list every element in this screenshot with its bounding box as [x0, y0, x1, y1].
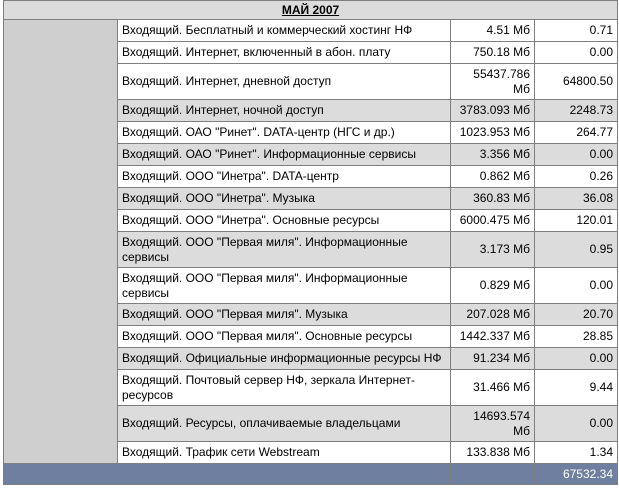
- traffic-volume: 55437.786 Мб: [451, 64, 535, 100]
- header-row: [4, 1, 618, 20]
- service-name: Входящий. Официальные информационные ресурсы НФ: [118, 348, 451, 370]
- service-name: Входящий. Трафик сети Webstream: [118, 442, 451, 464]
- service-name: Входящий. ОАО "Ринет". DATA-центр (НГС и др.): [118, 122, 451, 144]
- service-name: Входящий. Бесплатный и коммерческий хостинг НФ: [118, 20, 451, 42]
- cost-value: 2248.73: [535, 100, 618, 122]
- service-name: Входящий. ОАО "Ринет". Информационные сервисы: [118, 144, 451, 166]
- cost-value: 9.44: [535, 370, 618, 406]
- traffic-volume: 207.028 Мб: [451, 304, 535, 326]
- cost-value: 36.08: [535, 188, 618, 210]
- total-row: [4, 464, 618, 485]
- traffic-volume: 6000.475 Мб: [451, 210, 535, 232]
- cost-value: 0.71: [535, 20, 618, 42]
- month-title[interactable]: МАЙ 2007: [281, 2, 340, 17]
- cost-value: 64800.50: [535, 64, 618, 100]
- service-name: Входящий. Ресурсы, оплачиваемые владельцами: [118, 406, 451, 442]
- footer-empty-cell: [451, 464, 535, 485]
- traffic-volume: 91.234 Мб: [451, 348, 535, 370]
- cost-value: 0.00: [535, 42, 618, 64]
- service-name: Входящий. Интернет, дневной доступ: [118, 64, 451, 100]
- traffic-volume: 1023.953 Мб: [451, 122, 535, 144]
- traffic-volume: 0.862 Мб: [451, 166, 535, 188]
- cost-value: 0.00: [535, 144, 618, 166]
- cost-value: 0.00: [535, 268, 618, 304]
- cost-value: 28.85: [535, 326, 618, 348]
- traffic-volume: 3.173 Мб: [451, 232, 535, 268]
- service-name: Входящий. Интернет, включенный в абон. плату: [118, 42, 451, 64]
- traffic-volume: 14693.574 Мб: [451, 406, 535, 442]
- traffic-volume: 360.83 Мб: [451, 188, 535, 210]
- month-header: [4, 1, 618, 20]
- table-row: [4, 20, 618, 42]
- traffic-volume: 3.356 Мб: [451, 144, 535, 166]
- cost-value: 0.00: [535, 406, 618, 442]
- service-name: Входящий. ООО "Первая миля". Основные ресурсы: [118, 326, 451, 348]
- traffic-volume: 31.466 Мб: [451, 370, 535, 406]
- traffic-volume: 0.829 Мб: [451, 268, 535, 304]
- traffic-table: [3, 0, 618, 485]
- traffic-volume: 4.51 Мб: [451, 20, 535, 42]
- traffic-volume: 1442.337 Мб: [451, 326, 535, 348]
- service-name: Входящий. ООО "Первая миля". Информационные сервисы: [118, 268, 451, 304]
- cost-value: 120.01: [535, 210, 618, 232]
- cost-value: 1.34: [535, 442, 618, 464]
- footer-empty-cell: [118, 464, 451, 485]
- cost-value: 20.70: [535, 304, 618, 326]
- traffic-volume: 750.18 Мб: [451, 42, 535, 64]
- redacted-label-cell: [4, 20, 118, 464]
- traffic-volume: 133.838 Мб: [451, 442, 535, 464]
- service-name: Входящий. ООО "Инетра". DATA-центр: [118, 166, 451, 188]
- service-name: Входящий. ООО "Первая миля". Информационные сервисы: [118, 232, 451, 268]
- cost-value: 0.26: [535, 166, 618, 188]
- cost-value: 0.95: [535, 232, 618, 268]
- service-name: Входящий. Интернет, ночной доступ: [118, 100, 451, 122]
- service-name: Входящий. ООО "Инетра". Музыка: [118, 188, 451, 210]
- service-name: Входящий. ООО "Инетра". Основные ресурсы: [118, 210, 451, 232]
- traffic-volume: 3783.093 Мб: [451, 100, 535, 122]
- total-value: 67532.34: [535, 464, 618, 485]
- service-name: Входящий. ООО "Первая миля". Музыка: [118, 304, 451, 326]
- footer-empty-cell: [4, 464, 118, 485]
- cost-value: 0.00: [535, 348, 618, 370]
- service-name: Входящий. Почтовый сервер НФ, зеркала Интернет-ресурсов: [118, 370, 451, 406]
- cost-value: 264.77: [535, 122, 618, 144]
